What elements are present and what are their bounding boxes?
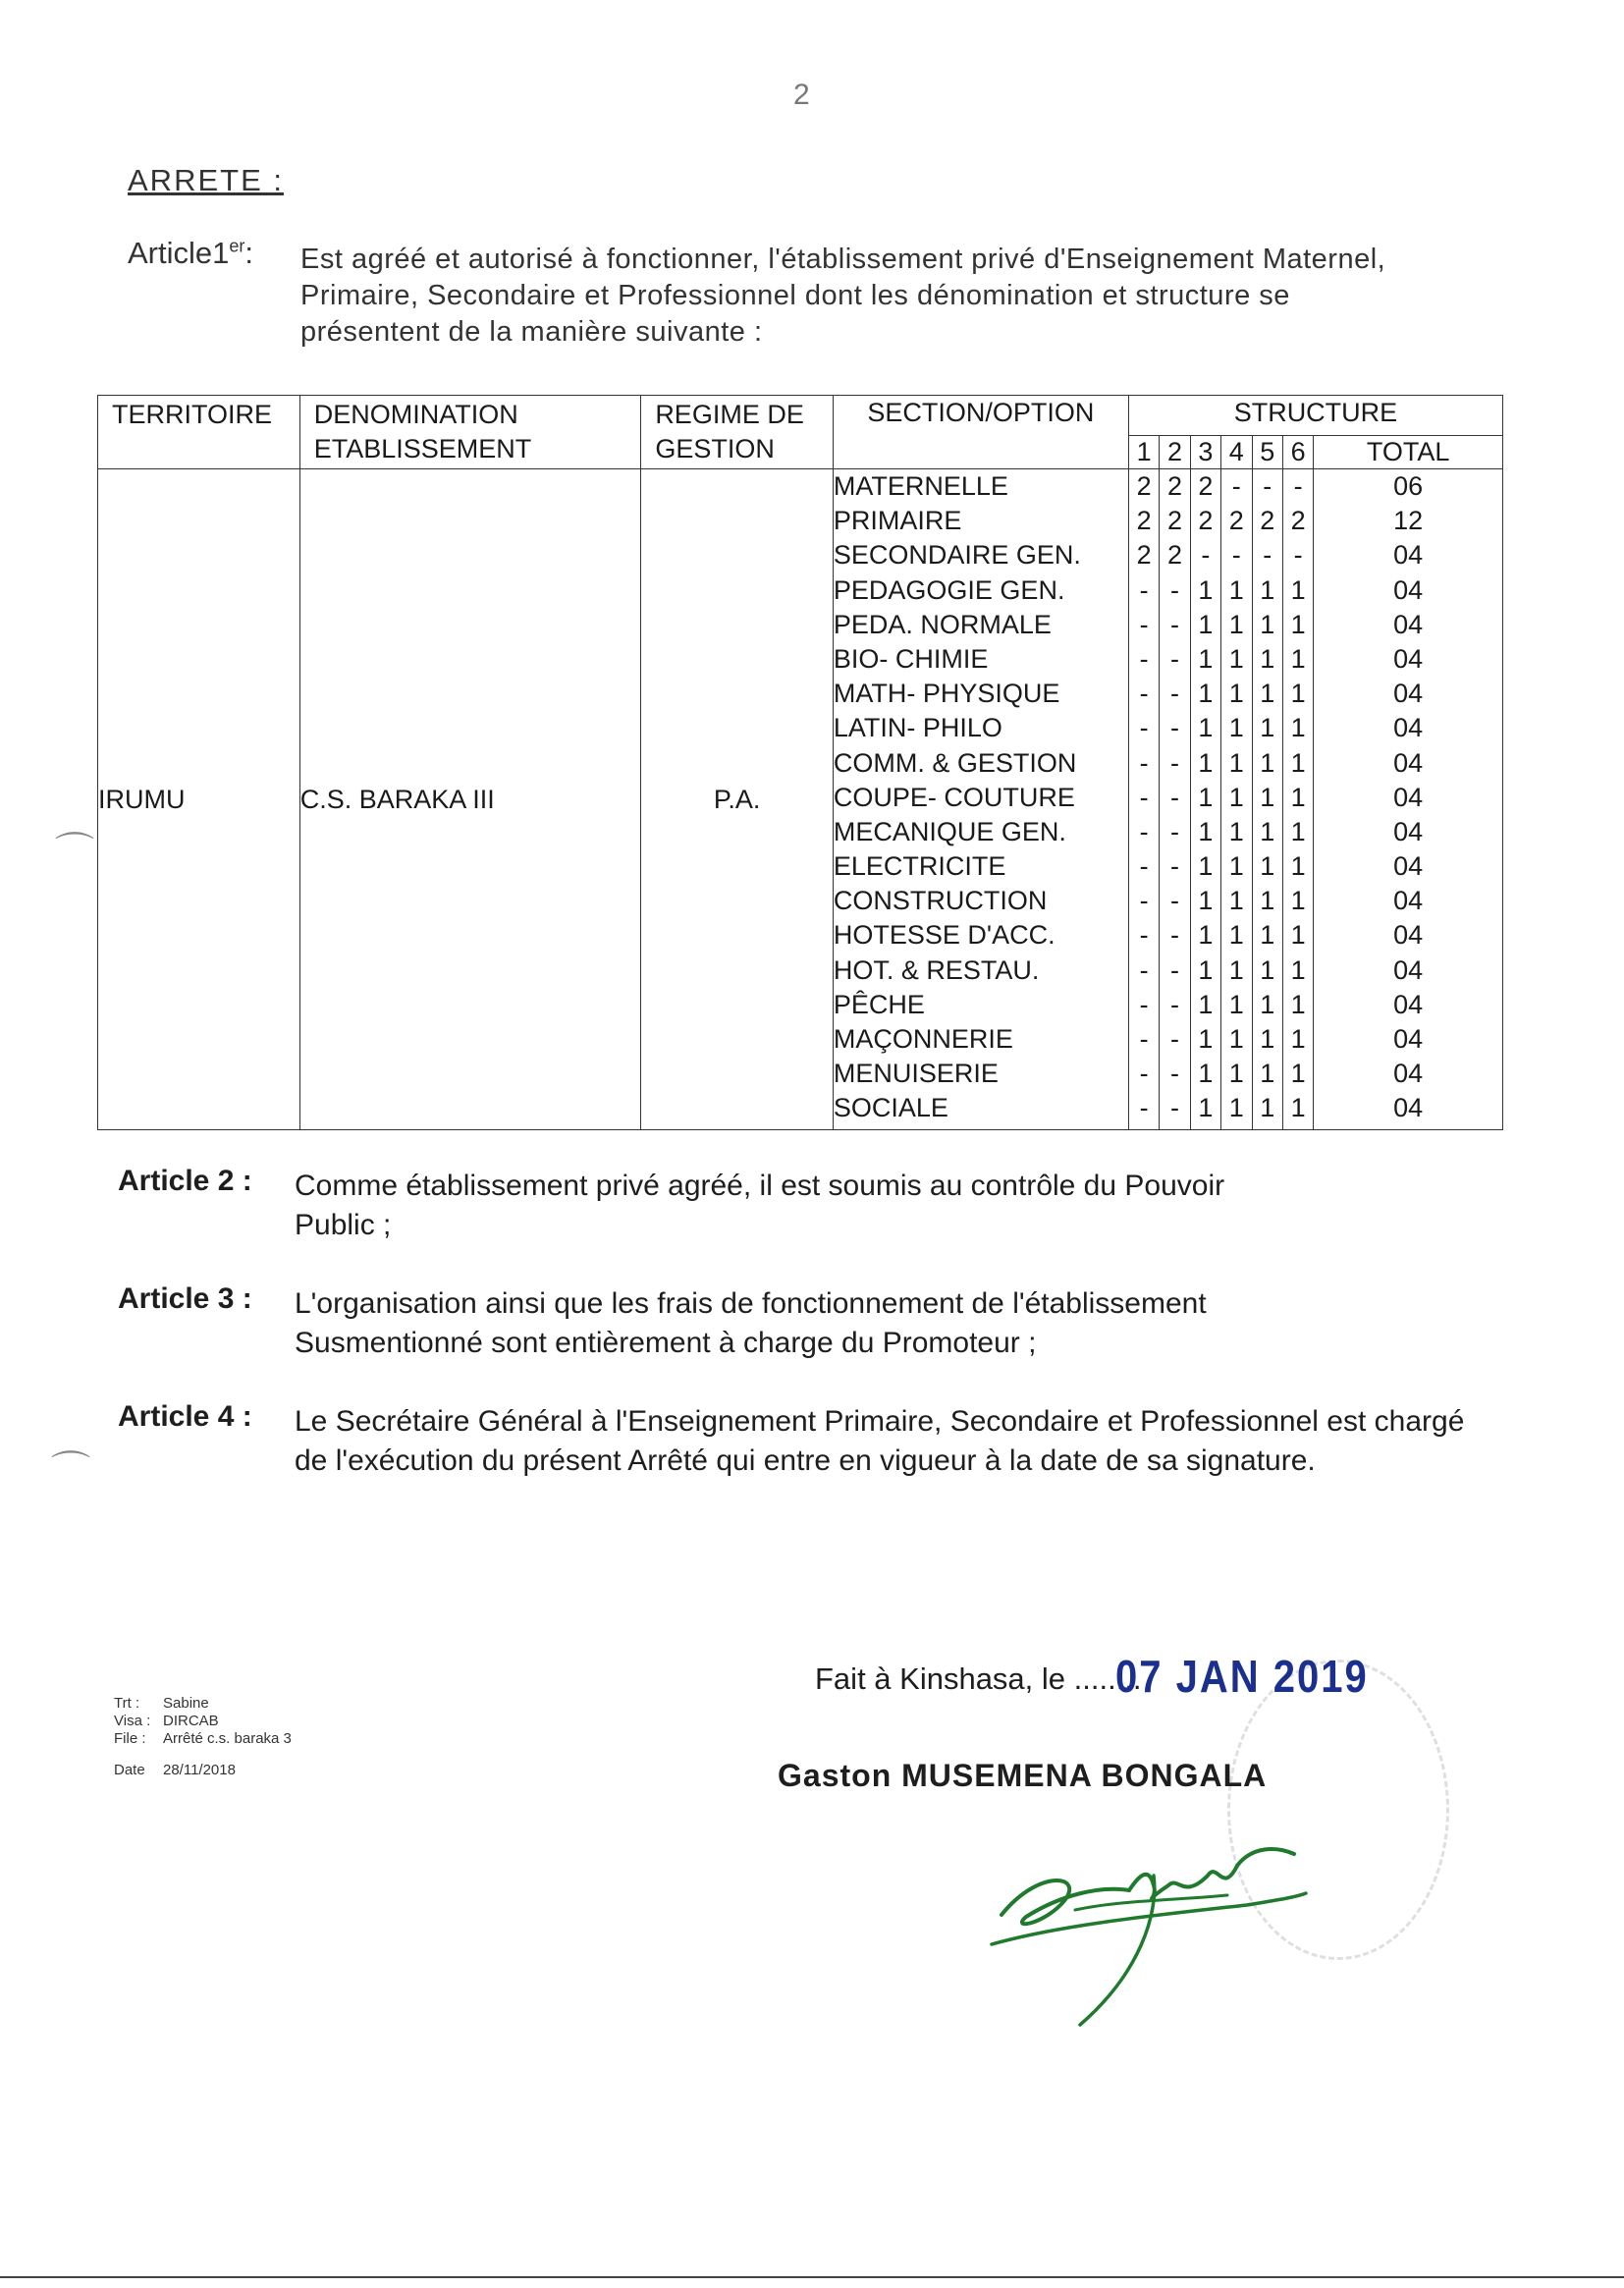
year-5-value: 1: [1260, 609, 1275, 639]
year-2-value: -: [1169, 989, 1179, 1019]
year-5-value: 1: [1260, 643, 1275, 674]
option-label: COUPE- COUTURE: [833, 782, 1075, 812]
year-4-value: 1: [1228, 1093, 1244, 1123]
option-label: PRIMAIRE: [833, 506, 962, 536]
year-5-value: 1: [1260, 886, 1275, 916]
total-value: 04: [1393, 1024, 1424, 1054]
year-6-value: 1: [1290, 886, 1306, 916]
year-4-value: 1: [1228, 643, 1244, 674]
year-5-value: 1: [1260, 816, 1275, 846]
year-3-value: 2: [1198, 471, 1214, 501]
total-value: 04: [1393, 1059, 1424, 1089]
year-2-value: 2: [1166, 540, 1182, 571]
year-5-value: 1: [1260, 1059, 1275, 1089]
cell-territoire: IRUMU: [98, 469, 300, 1130]
year-4-value: 1: [1228, 851, 1244, 882]
year-1-value: -: [1139, 782, 1149, 812]
total-value: 04: [1393, 920, 1424, 951]
option-label: SOCIALE: [833, 1093, 948, 1123]
year-6-value: 1: [1290, 782, 1306, 812]
option-label: MAÇONNERIE: [833, 1024, 1013, 1054]
year-2-value: -: [1169, 886, 1179, 916]
header-regime: REGIME DE GESTION: [641, 396, 834, 469]
total-value: 04: [1393, 816, 1424, 846]
total-value: 04: [1393, 574, 1424, 605]
year-1-value: -: [1139, 1093, 1149, 1123]
year-6-value: 1: [1290, 1059, 1306, 1089]
year-6-value: 1: [1290, 954, 1306, 985]
cell-denomination: C.S. BARAKA III: [299, 469, 641, 1130]
year-2-value: -: [1169, 920, 1179, 951]
note-visa-value: DIRCAB: [163, 1713, 219, 1729]
year-5-value: 2: [1260, 506, 1275, 536]
year-3-column: [1190, 469, 1220, 1130]
year-3-value: 1: [1198, 643, 1214, 674]
year-5-value: 1: [1260, 989, 1275, 1019]
option-label: HOT. & RESTAU.: [833, 954, 1040, 985]
article1-label: [128, 236, 253, 271]
year-1-value: -: [1139, 574, 1149, 605]
header-section: SECTION/OPTION: [833, 396, 1128, 469]
year-5-value: -: [1263, 540, 1272, 571]
year-1-value: -: [1139, 989, 1149, 1019]
year-2-value: -: [1169, 609, 1179, 639]
total-value: 04: [1393, 540, 1424, 571]
option-label: ELECTRICITE: [833, 851, 1006, 882]
year-3-value: -: [1201, 540, 1211, 571]
year-6-value: 1: [1290, 920, 1306, 951]
place-date-line: Fait à Kinshasa, le ........: [815, 1662, 1142, 1696]
signer-name: Gaston MUSEMENA BONGALA: [778, 1758, 1268, 1793]
year-2-value: 2: [1166, 506, 1182, 536]
year-5-value: 1: [1260, 851, 1275, 882]
year-6-value: 1: [1290, 816, 1306, 846]
year-2-value: -: [1169, 1093, 1179, 1123]
year-4-value: 1: [1228, 679, 1244, 709]
options-column: [833, 469, 1128, 1130]
year-4-value: 1: [1228, 886, 1244, 916]
article4-text: Le Secrétaire Général à l'Enseignement Primaire, Secondaire et Professionnel est chargé de l'exécution du présent Arrêté qui entre en vigueur à la date de sa signature.: [295, 1405, 1465, 1477]
year-1-value: -: [1139, 747, 1149, 778]
year-2-value: -: [1169, 954, 1179, 985]
year-6-value: 1: [1290, 643, 1306, 674]
date-stamp: 07 JAN 2019: [1115, 1652, 1369, 1703]
year-5-value: -: [1263, 471, 1272, 501]
year-3-value: 1: [1198, 747, 1214, 778]
option-label: MATH- PHYSIQUE: [833, 679, 1060, 709]
year-2-value: -: [1169, 574, 1179, 605]
note-file-value: Arrêté c.s. baraka 3: [163, 1730, 292, 1747]
year-1-value: -: [1139, 1024, 1149, 1054]
article2-text: Comme établissement privé agréé, il est soumis au contrôle du Pouvoir Public ;: [295, 1170, 1225, 1241]
year-5-value: 1: [1260, 574, 1275, 605]
year-4-value: 1: [1228, 954, 1244, 985]
year-4-value: 1: [1228, 1059, 1244, 1089]
option-label: PEDAGOGIE GEN.: [833, 574, 1065, 605]
year-5-value: 1: [1260, 954, 1275, 985]
year-2-value: -: [1169, 713, 1179, 743]
year-3-value: 1: [1198, 1093, 1214, 1123]
year-5-value: 1: [1260, 1024, 1275, 1054]
option-label: MECANIQUE GEN.: [833, 816, 1066, 846]
margin-mark: ⌒: [51, 1449, 90, 1493]
year-3-value: 1: [1198, 989, 1214, 1019]
note-file-key: File :: [114, 1730, 146, 1747]
total-value: 06: [1393, 471, 1424, 501]
year-1-value: -: [1139, 920, 1149, 951]
option-label: SECONDAIRE GEN.: [833, 540, 1081, 571]
total-value: 04: [1393, 713, 1424, 743]
year-4-value: -: [1231, 540, 1241, 571]
total-value: 04: [1393, 679, 1424, 709]
cell-regime: P.A.: [641, 469, 834, 1130]
total-column: [1314, 469, 1503, 1130]
option-label: CONSTRUCTION: [833, 886, 1048, 916]
year-4-value: -: [1231, 471, 1241, 501]
year-1-value: -: [1139, 609, 1149, 639]
margin-mark: ⌒: [55, 831, 94, 874]
year-2-value: 2: [1166, 471, 1182, 501]
year-1-value: -: [1139, 886, 1149, 916]
year-1-value: -: [1139, 851, 1149, 882]
year-6-value: 2: [1290, 506, 1306, 536]
year-4-column: [1221, 469, 1252, 1130]
year-6-value: 1: [1290, 609, 1306, 639]
year-1-value: -: [1139, 816, 1149, 846]
year-3-value: 1: [1198, 782, 1214, 812]
year-6-column: [1282, 469, 1313, 1130]
year-2-value: -: [1169, 679, 1179, 709]
year-6-value: 1: [1290, 851, 1306, 882]
total-value: 04: [1393, 954, 1424, 985]
year-1-value: -: [1139, 643, 1149, 674]
year-1-column: [1128, 469, 1159, 1130]
option-label: PEDA. NORMALE: [833, 609, 1052, 639]
year-4-value: 1: [1228, 920, 1244, 951]
year-4-value: 1: [1228, 574, 1244, 605]
year-2-value: -: [1169, 1024, 1179, 1054]
year-5-value: 1: [1260, 679, 1275, 709]
structure-table: [97, 395, 1503, 1130]
article1-label-sup: er: [229, 236, 245, 256]
note-visa-key: Visa :: [114, 1713, 151, 1729]
option-label: MENUISERIE: [833, 1059, 999, 1089]
year-4-value: 1: [1228, 989, 1244, 1019]
year-3-value: 1: [1198, 679, 1214, 709]
year-4-value: 1: [1228, 782, 1244, 812]
year-6-value: 1: [1290, 713, 1306, 743]
year-4-value: 1: [1228, 609, 1244, 639]
year-5-value: 1: [1260, 920, 1275, 951]
total-value: 04: [1393, 609, 1424, 639]
year-6-value: 1: [1290, 747, 1306, 778]
header-year-2: 2: [1160, 436, 1190, 469]
note-date-value: 28/11/2018: [163, 1762, 236, 1778]
total-value: 04: [1393, 886, 1424, 916]
year-1-value: -: [1139, 713, 1149, 743]
article1-label-colon: :: [244, 236, 254, 270]
article1-text: Est agréé et autorisé à fonctionner, l'établissement privé d'Enseignement Maternel, Primaire, Secondaire et Professionnel dont les dénomination et structure se présentent de la manière suivante :: [300, 244, 1386, 348]
file-notes: [114, 1695, 292, 1779]
total-value: 04: [1393, 1093, 1424, 1123]
year-6-value: -: [1293, 471, 1303, 501]
year-6-value: 1: [1290, 574, 1306, 605]
note-date-key: Date: [114, 1762, 145, 1778]
year-2-value: -: [1169, 816, 1179, 846]
page-bottom-line: [0, 2276, 1624, 2278]
year-4-value: 1: [1228, 816, 1244, 846]
article3-text: L'organisation ainsi que les frais de fonctionnement de l'établissement Susmentionné sont entièrement à charge du Promoteur ;: [295, 1287, 1207, 1359]
year-4-value: 1: [1228, 747, 1244, 778]
article4-label: Article 4 :: [118, 1400, 252, 1433]
year-5-value: 1: [1260, 782, 1275, 812]
total-value: 04: [1393, 989, 1424, 1019]
year-3-value: 1: [1198, 851, 1214, 882]
year-3-value: 1: [1198, 954, 1214, 985]
year-6-value: -: [1293, 540, 1303, 571]
year-6-value: 1: [1290, 1093, 1306, 1123]
year-5-value: 1: [1260, 1093, 1275, 1123]
year-1-value: 2: [1136, 506, 1152, 536]
year-4-value: 1: [1228, 1024, 1244, 1054]
year-3-value: 1: [1198, 609, 1214, 639]
note-trt-value: Sabine: [163, 1695, 209, 1712]
header-year-6: 6: [1282, 436, 1313, 469]
year-4-value: 1: [1228, 713, 1244, 743]
article2-label: Article 2 :: [118, 1165, 252, 1197]
option-label: HOTESSE D'ACC.: [833, 920, 1056, 951]
option-label: BIO- CHIMIE: [833, 643, 989, 674]
year-6-value: 1: [1290, 1024, 1306, 1054]
year-1-value: -: [1139, 954, 1149, 985]
year-3-value: 1: [1198, 816, 1214, 846]
year-3-value: 1: [1198, 1059, 1214, 1089]
year-2-value: -: [1169, 782, 1179, 812]
year-2-column: [1160, 469, 1190, 1130]
handwritten-signature: [982, 1807, 1316, 2033]
year-6-value: 1: [1290, 989, 1306, 1019]
total-value: 12: [1393, 506, 1424, 536]
year-3-value: 2: [1198, 506, 1214, 536]
option-label: LATIN- PHILO: [833, 713, 1002, 743]
option-label: MATERNELLE: [833, 471, 1008, 501]
header-year-4: 4: [1221, 436, 1252, 469]
article3-label: Article 3 :: [118, 1282, 252, 1315]
note-trt-key: Trt :: [114, 1695, 140, 1712]
year-1-value: 2: [1136, 471, 1152, 501]
year-5-value: 1: [1260, 747, 1275, 778]
header-year-5: 5: [1252, 436, 1282, 469]
header-total: TOTAL: [1314, 436, 1503, 469]
year-3-value: 1: [1198, 920, 1214, 951]
total-value: 04: [1393, 782, 1424, 812]
header-territoire: TERRITOIRE: [98, 396, 300, 469]
header-year-3: 3: [1190, 436, 1220, 469]
year-2-value: -: [1169, 643, 1179, 674]
year-2-value: -: [1169, 1059, 1179, 1089]
header-denomination: DENOMINATION ETABLISSEMENT: [299, 396, 641, 469]
year-3-value: 1: [1198, 574, 1214, 605]
year-2-value: -: [1169, 851, 1179, 882]
option-label: PÊCHE: [833, 989, 925, 1019]
year-4-value: 2: [1228, 506, 1244, 536]
year-1-value: -: [1139, 679, 1149, 709]
total-value: 04: [1393, 747, 1424, 778]
year-3-value: 1: [1198, 713, 1214, 743]
year-2-value: -: [1169, 747, 1179, 778]
page-number: 2: [793, 79, 810, 111]
article1-label-text: Article1: [128, 236, 230, 270]
year-6-value: 1: [1290, 679, 1306, 709]
heading-arrete: ARRETE :: [128, 163, 284, 197]
year-1-value: 2: [1136, 540, 1152, 571]
header-structure: STRUCTURE: [1128, 396, 1502, 436]
total-value: 04: [1393, 643, 1424, 674]
year-3-value: 1: [1198, 1024, 1214, 1054]
header-year-1: 1: [1128, 436, 1159, 469]
year-5-column: [1252, 469, 1282, 1130]
option-label: COMM. & GESTION: [833, 747, 1077, 778]
year-5-value: 1: [1260, 713, 1275, 743]
total-value: 04: [1393, 851, 1424, 882]
year-3-value: 1: [1198, 886, 1214, 916]
year-1-value: -: [1139, 1059, 1149, 1089]
